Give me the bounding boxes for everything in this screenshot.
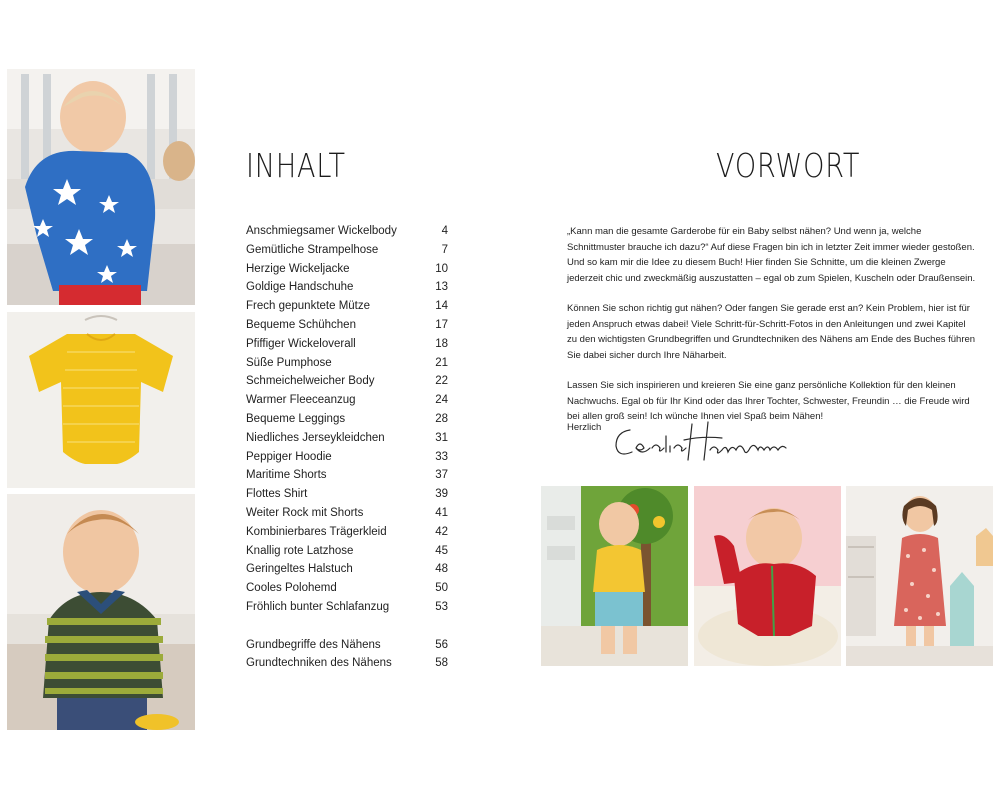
photo-baby-yellow-shirt [541,486,688,666]
toc-entry-page: 14 [435,300,448,313]
toc-entry-page: 39 [435,488,448,501]
foreword-paragraph: „Kann man die gesamte Garderobe für ein Baby selbst nähen? Und wenn ja, welche Schnittmuster brauche ich dazu?“ Auf diese Fragen bin ich in letzter Zeit immer wieder gestoßen. Und so kam mir die Idee zu diesem Buch! Hier finden Sie Schnitte, um die kleinen Zwerge jederzeit chic und zweckmäßig auszustatten – egal ob zum Spielen, Kuscheln oder Draußensein. [567,226,976,284]
toc-entry-page: 21 [435,356,448,369]
greeting-row [567,420,601,435]
toc-entry-label: Grundbegriffe des Nähens [246,638,381,651]
toc-entry [246,335,448,354]
toc-entry-label: Flottes Shirt [246,488,308,501]
toc-title: INHALT [246,146,346,185]
toc-entry-page: 18 [435,337,448,350]
toc-entry [246,429,448,448]
toc-spacer [246,617,448,636]
photo-girl-pink-dress [846,486,993,666]
toc-entry [246,297,448,316]
toc-entry [246,391,448,410]
toc-entry [246,523,448,542]
toc-entry [246,278,448,297]
toc-entry-page: 4 [441,225,448,237]
foreword-paragraph: Können Sie schon richtig gut nähen? Oder fangen Sie gerade erst an? Kein Problem, hier ist für jeden Anspruch etwas dabei! Viele Schritt-für-Schritt-Fotos in den Anleitungen und zwei Kapitel zu den wichtigsten Grundbegriffen und Grundtechniken des Nähens am Ende des Buches führen Sie dabei sicher durch Ihre Näharbeit. [567,303,976,361]
toc-entry [246,560,448,579]
foreword-body [567,224,977,440]
toc-entry [246,354,448,373]
toc-entry [246,241,448,260]
photo-baby-striped-polo [7,494,195,730]
toc-entry-label: Maritime Shorts [246,469,327,482]
toc-entry-label: Pfiffiger Wickeloverall [246,337,356,350]
toc-entry [246,448,448,467]
toc-entry [246,542,448,561]
toc-entry-page: 33 [435,450,448,463]
toc-entry-page: 45 [435,544,448,557]
toc-entry-page: 41 [435,506,448,519]
toc-entry-label: Fröhlich bunter Schlafanzug [246,600,390,613]
toc-entry-label: Cooles Polohemd [246,582,337,595]
toc-entry-page: 48 [435,563,448,576]
toc-entry [246,260,448,279]
toc-entry-label: Anschmiegsamer Wickelbody [246,225,397,237]
toc-entry-page: 58 [435,657,448,670]
toc-entry-label: Herzige Wickeljacke [246,262,350,275]
toc-entry [246,504,448,523]
toc-entry-label: Grundtechniken des Nähens [246,657,392,670]
toc-entry [246,579,448,598]
toc-entry [246,598,448,617]
toc-entry-label: Peppiger Hoodie [246,450,332,463]
toc-entry [246,636,448,655]
greeting: Herzlich [567,422,602,433]
toc-entry-page: 42 [435,525,448,538]
toc-entry-page: 37 [435,469,448,482]
signature [610,418,790,464]
toc-entry-page: 28 [435,412,448,425]
toc-entry-page: 24 [435,394,448,407]
toc-entry-page: 53 [435,600,448,613]
toc-entry-page: 13 [435,281,448,294]
toc-entry-label: Kombinierbares Trägerkleid [246,525,387,538]
toc-entry-page: 10 [435,262,448,275]
toc-entry-page: 56 [435,638,448,651]
toc-entry-label: Warmer Fleeceanzug [246,394,356,407]
toc-entry-label: Bequeme Leggings [246,412,346,425]
toc-entry [246,485,448,504]
toc-entry [246,410,448,429]
toc-entry-label: Frech gepunktete Mütze [246,300,371,313]
photo-baby-star-jacket [7,69,195,305]
toc-entry [246,316,448,335]
toc-entry-label: Niedliches Jerseykleidchen [246,431,385,444]
toc-entry-label: Süße Pumphose [246,356,332,369]
toc-entry-label: Geringeltes Halstuch [246,563,353,576]
photo-baby-red-cardigan [694,486,841,666]
toc-entry-label: Knallig rote Latzhose [246,544,354,557]
toc-entry-label: Weiter Rock mit Shorts [246,506,364,519]
toc-entry-label: Gemütliche Strampelhose [246,243,379,256]
toc-entry [246,654,448,673]
toc-entry-page: 31 [435,431,448,444]
toc-list [246,222,448,673]
toc-entry-page: 50 [435,582,448,595]
toc-entry [246,466,448,485]
toc-entry-label: Schmeichelweicher Body [246,375,375,388]
toc-entry [246,372,448,391]
toc-entry-page: 7 [441,243,448,256]
photo-yellow-onesie [7,312,195,488]
toc-entry-label: Bequeme Schühchen [246,318,356,331]
toc-entry-label: Goldige Handschuhe [246,281,354,294]
foreword-title: VORWORT [716,146,861,185]
toc-entry-page: 17 [435,318,448,331]
toc-entry-page: 22 [435,375,448,388]
toc-entry [246,222,448,241]
foreword-paragraph: Lassen Sie sich inspirieren und kreieren Sie eine ganz persönliche Kollektion für den kleinen Nachwuchs. Egal ob für Ihr Kind oder das Ihrer Tochter, Schwester, Freundin … die Freude wird bei allen groß sein! Ich wünche Ihnen viel Spaß beim Nähen! [567,380,970,422]
